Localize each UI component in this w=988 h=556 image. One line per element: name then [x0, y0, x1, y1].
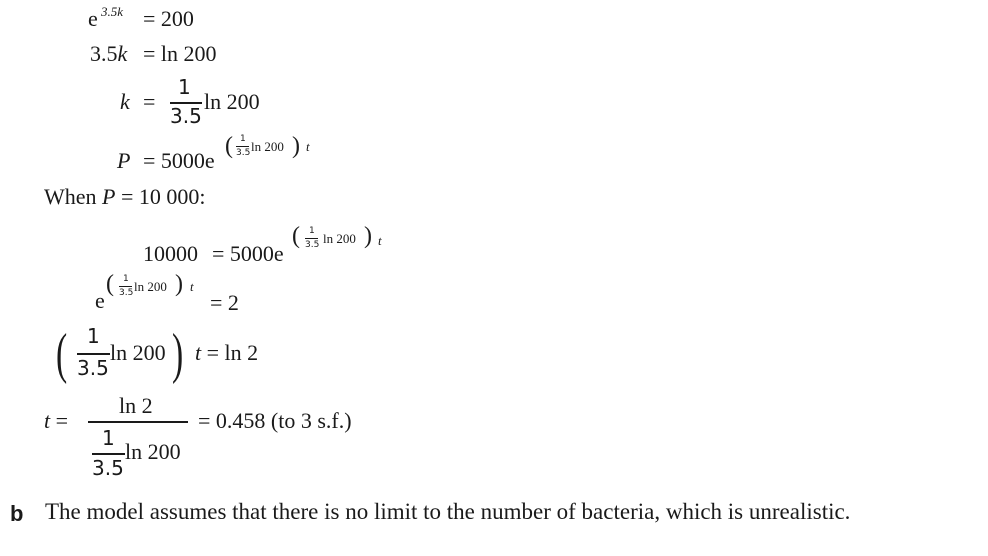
exp-ln-200: ln 200: [323, 231, 356, 246]
paren-right: ): [364, 223, 372, 249]
exp-numerator: 1: [123, 274, 129, 284]
exponent-3-5k: 3.5k: [101, 4, 124, 19]
fraction-bar: [77, 353, 110, 355]
line-2-rhs: = ln 200: [143, 41, 217, 66]
inner-fraction-numerator: 1: [102, 426, 115, 450]
exp-denominator: 3.5: [305, 240, 320, 250]
line-5-exponent: [292, 224, 392, 254]
exp-t: t: [190, 279, 194, 294]
part-label-b: b: [10, 501, 24, 526]
exp-fraction-bar: [119, 286, 132, 287]
paren-right-large: ): [172, 323, 184, 385]
inner-fraction-bar: [92, 453, 125, 455]
line-7-tail-text: t = ln 2: [195, 340, 259, 365]
part-b-text: The model assumes that there is no limit to the number of bacteria, which is unrealistic.: [45, 499, 851, 524]
line-2-lhs: 3.5k: [90, 41, 128, 66]
exp-fraction-bar: [236, 146, 249, 147]
inner-ln-200: ln 200: [125, 439, 181, 464]
line-8-lhs: t =: [44, 408, 69, 433]
big-fraction-bar: [88, 421, 188, 423]
paren-left: (: [292, 223, 300, 249]
exp-denominator: 3.5: [236, 148, 251, 158]
line-8-rhs: = 0.458 (to 3 s.f.): [198, 408, 352, 433]
line-5-rhs: = 5000e: [212, 241, 284, 266]
exp-t: t: [378, 233, 382, 248]
paren-right: ): [175, 271, 183, 297]
paren-left-large: (: [56, 323, 68, 385]
line-1-rhs: = 200: [143, 6, 194, 31]
paren-right: ): [292, 133, 300, 159]
fraction-numerator: 1: [178, 75, 191, 99]
line-3-tail: ln 200: [204, 89, 260, 114]
line-6-exponent: [106, 272, 206, 302]
paren-left: (: [225, 133, 233, 159]
line-6-base: e: [95, 288, 105, 313]
line-1: [88, 8, 98, 30]
line-4-exponent: [225, 134, 325, 164]
line-4-rhs: = 5000e: [143, 148, 215, 173]
fraction-numerator: 1: [87, 324, 100, 348]
when-statement: When P = 10 000:: [44, 184, 206, 209]
inner-fraction-denominator: 3.5: [92, 456, 124, 480]
base-e: e: [88, 6, 98, 31]
exp-numerator: 1: [240, 134, 246, 144]
fraction-denominator: 3.5: [170, 104, 202, 128]
line-3-lhs: k: [120, 89, 130, 114]
exp-ln-200: ln 200: [134, 279, 167, 294]
big-fraction-numerator: ln 2: [119, 393, 153, 418]
line-7-tail: [195, 342, 258, 364]
line-3-eq: =: [143, 89, 156, 114]
exp-numerator: 1: [309, 226, 315, 236]
line-6-rhs: = 2: [210, 290, 239, 315]
exp-t: t: [306, 139, 310, 154]
exp-fraction-bar: [305, 238, 318, 239]
exp-ln-200: ln 200: [251, 139, 284, 154]
fraction-denominator: 3.5: [77, 356, 109, 380]
line-5-lhs: 10000: [143, 241, 198, 266]
exp-denominator: 3.5: [119, 288, 134, 298]
line-4-lhs: P: [117, 148, 131, 173]
paren-left: (: [106, 271, 114, 297]
line-7-ln: ln 200: [110, 340, 166, 365]
